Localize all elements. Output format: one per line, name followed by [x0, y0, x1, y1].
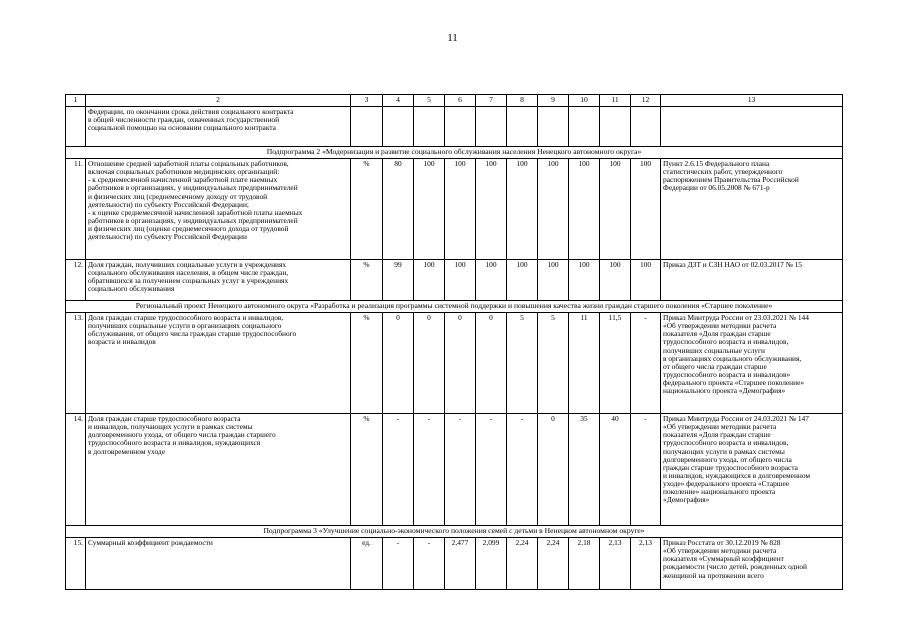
source-document: Приказ Минтруда России от 24.03.2021 № 147 «Об утверждении методики расчета показателя «Доля граждан старше трудоспособного возраста и инвалидов, получающих услуги в рамках системы долговременного ухода, от общего числа граждан старше трудоспособного возраста и инвалидов, нуждающихся в долговременном уходе» федерального проекта «Старшее поколение» национального проекта «Демография»: [661, 414, 843, 526]
table-row: [66, 107, 843, 147]
value-cell: 0: [445, 313, 476, 414]
indicator-name: Федерации, по окончании срока действия социального контракта в общей численности граждан, охваченных государственной социальной помощью на основании социального контракта: [86, 107, 351, 147]
col-header: 8: [507, 95, 538, 107]
value-cell: 100: [445, 159, 476, 260]
value-cell: 100: [538, 260, 569, 301]
source-document: Приказ Росстата от 30.12.2019 № 828 «Об утверждении методики расчета показателя «Суммарный коэффициент рождаемости (число детей, рожденных одной женщиной на протяжении всего: [661, 538, 843, 590]
value-cell: 100: [631, 260, 661, 301]
value-cell: 100: [600, 159, 631, 260]
table-row: [66, 260, 843, 301]
value-cell: 2,13: [600, 538, 631, 590]
value-cell: 99: [383, 260, 414, 301]
unit: %: [351, 260, 383, 301]
value-cell: 2,24: [507, 538, 538, 590]
col-header: 13: [661, 95, 843, 107]
empty-cell: [476, 107, 507, 147]
value-cell: 100: [569, 159, 600, 260]
indicator-name: Отношение средней заработной платы социальных работников, включая социальных работников медицинских организаций: - к среднемесячной начисленной заработной плате наемных работников в организациях, у индивидуальных предпринимателей и физических лиц (среднемесячному доходу от трудовой деятельности) по субъекту Российской Федерации; - к оценке среднемесячной начисленной заработной платы наемных работников в организациях, у индивидуальных предпринимателей и физических лиц (оценке среднемесячного дохода от трудовой деятельности) по субъекту Российской Федерации: [86, 159, 351, 260]
value-cell: 5: [507, 313, 538, 414]
row-number: [66, 107, 86, 147]
value-cell: 2,24: [538, 538, 569, 590]
value-cell: -: [476, 414, 507, 526]
value-cell: 100: [476, 260, 507, 301]
value-cell: 100: [507, 260, 538, 301]
col-header: 4: [383, 95, 414, 107]
value-cell: 35: [569, 414, 600, 526]
col-header: 12: [631, 95, 661, 107]
table-row: [66, 313, 843, 414]
source-document: Приказ Минтруда России от 23.03.2021 № 144 «Об утверждении методики расчета показателя «Доля граждан старше трудоспособного возраста и инвалидов, получивших социальные услуги в организациях социального обслуживания, от общего числа граждан старше трудоспособного возраста и инвалидов» федерального проекта «Старшее поколение» национального проекта «Демография»: [661, 313, 843, 414]
empty-cell: [445, 107, 476, 147]
value-cell: 100: [414, 260, 445, 301]
col-header: 5: [414, 95, 445, 107]
value-cell: 100: [445, 260, 476, 301]
value-cell: 2,13: [631, 538, 661, 590]
value-cell: 0: [476, 313, 507, 414]
col-header: 7: [476, 95, 507, 107]
value-cell: -: [383, 538, 414, 590]
subprogram-title: Подпрограмма 3 «Улучшение социально-экономического положения семей с детьми в Ненецком автономном округе»: [66, 526, 843, 538]
value-cell: 11,5: [600, 313, 631, 414]
value-cell: 0: [414, 313, 445, 414]
value-cell: 100: [507, 159, 538, 260]
row-number: 13.: [66, 313, 86, 414]
row-number: 15.: [66, 538, 86, 590]
col-header: 10: [569, 95, 600, 107]
section-row: [66, 526, 843, 538]
empty-cell: [631, 107, 661, 147]
regional-project-title: Региональный проект Ненецкого автономного округа «Разработка и реализация программы системной поддержки и повышения качества жизни граждан старшего поколения «Старшее поколение»: [66, 301, 843, 313]
row-number: 11.: [66, 159, 86, 260]
value-cell: -: [414, 414, 445, 526]
empty-cell: [538, 107, 569, 147]
row-number: 14.: [66, 414, 86, 526]
table-row: [66, 538, 843, 590]
section-row: [66, 147, 843, 159]
empty-cell: [569, 107, 600, 147]
indicator-name: Доля граждан старше трудоспособного возраста и инвалидов, получающих услуги в рамках системы долговременного ухода, от общего числа граждан старшего трудоспособного возраста и инвалидов, нуждающихся в долговременном уходе: [86, 414, 351, 526]
value-cell: 2,477: [445, 538, 476, 590]
value-cell: 100: [600, 260, 631, 301]
section-row: [66, 301, 843, 313]
empty-cell: [600, 107, 631, 147]
value-cell: -: [414, 538, 445, 590]
col-header: 9: [538, 95, 569, 107]
value-cell: 5: [538, 313, 569, 414]
value-cell: -: [507, 414, 538, 526]
value-cell: 100: [538, 159, 569, 260]
value-cell: 0: [383, 313, 414, 414]
indicator-name: Доля граждан, получивших социальные услуги в учреждениях социального обслуживания населения, в общем числе граждан, обратившихся за получением социальных услуг в учреждениях социального обслуживания: [86, 260, 351, 301]
empty-cell: [351, 107, 383, 147]
col-header: 1: [66, 95, 86, 107]
unit: ед.: [351, 538, 383, 590]
value-cell: 100: [569, 260, 600, 301]
indicators-table: [65, 94, 843, 590]
row-number: 12.: [66, 260, 86, 301]
value-cell: 2,099: [476, 538, 507, 590]
value-cell: 100: [631, 159, 661, 260]
value-cell: 0: [538, 414, 569, 526]
value-cell: 11: [569, 313, 600, 414]
value-cell: 2,18: [569, 538, 600, 590]
empty-cell: [414, 107, 445, 147]
value-cell: -: [631, 414, 661, 526]
page-number: 11: [447, 32, 458, 44]
value-cell: 100: [414, 159, 445, 260]
subprogram-title: Подпрограмма 2 «Модернизация и развитие социального обслуживания населения Ненецкого автономного округа»: [66, 147, 843, 159]
indicator-name: Суммарный коэффициент рождаемости: [86, 538, 351, 590]
column-numbers-row: [66, 95, 843, 107]
table-row: [66, 414, 843, 526]
source-document: Приказ ДЗТ и СЗН НАО от 02.03.2017 № 15: [661, 260, 843, 301]
unit: %: [351, 159, 383, 260]
table-row: [66, 159, 843, 260]
empty-cell: [661, 107, 843, 147]
empty-cell: [383, 107, 414, 147]
source-document: Пункт 2.6.15 Федерального плана статистических работ, утвержденного распоряжением Правительства Российской Федерации от 06.05.2008 № 671-р: [661, 159, 843, 260]
value-cell: -: [383, 414, 414, 526]
value-cell: -: [445, 414, 476, 526]
value-cell: 80: [383, 159, 414, 260]
col-header: 6: [445, 95, 476, 107]
indicator-name: Доля граждан старше трудоспособного возраста и инвалидов, получивших социальные услуги в организациях социального обслуживания, от общего числа граждан старше трудоспособного возраста и инвалидов: [86, 313, 351, 414]
col-header: 2: [86, 95, 351, 107]
value-cell: 100: [476, 159, 507, 260]
col-header: 11: [600, 95, 631, 107]
unit: %: [351, 414, 383, 526]
value-cell: -: [631, 313, 661, 414]
col-header: 3: [351, 95, 383, 107]
unit: %: [351, 313, 383, 414]
empty-cell: [507, 107, 538, 147]
value-cell: 40: [600, 414, 631, 526]
